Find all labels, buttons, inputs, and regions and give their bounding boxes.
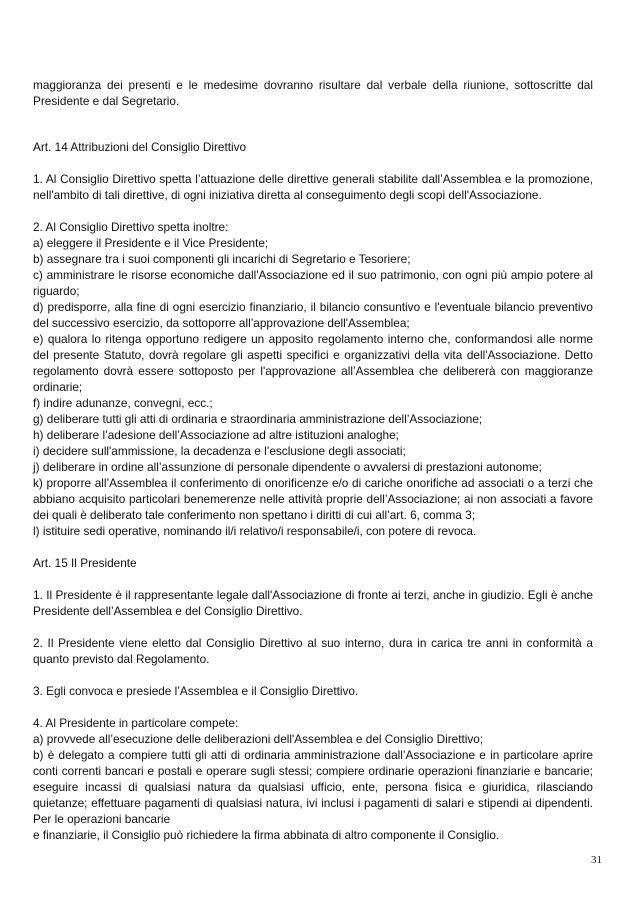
article-15-paragraph-2: 2. Il Presidente viene eletto dal Consiglio Direttivo al suo interno, dura in carica tre anni in conformità a quanto previsto dal Regolamento. bbox=[33, 636, 593, 666]
list-item: e) qualora lo ritenga opportuno redigere un apposito regolamento interno che, conformandosi alle norme del presente Statuto, dovrà regolare gli aspetti specifici e organizzativi della vita dell'Associazione. Detto regolamento dovrà essere sottoposto per l'approvazione all’Assemblea che delibererà con maggioranze ordinarie; bbox=[33, 332, 593, 394]
article-15-title: Art. 15 Il Presidente bbox=[33, 556, 137, 570]
list-item: e finanziarie, il Consiglio può richiedere la firma abbinata di altro componente il Consiglio. bbox=[33, 828, 500, 842]
list-item: i) decidere sull'ammissione, la decadenza e l’esclusione degli associati; bbox=[33, 444, 406, 458]
article-15-paragraph-1: 1. Il Presidente è il rappresentante legale dall'Associazione di fronte ai terzi, anche in giudizio. Egli è anche Presidente dell’Assemblea e del Consiglio Direttivo. bbox=[33, 588, 593, 618]
list-item: a) eleggere il Presidente e il Vice Presidente; bbox=[33, 236, 269, 250]
list-item: a) provvede all’esecuzione delle deliberazioni dell'Assemblea e del Consiglio Direttivo; bbox=[33, 732, 484, 746]
list-item: l) istituire sedi operative, nominando il/i relativo/i responsabile/i, con potere di revoca. bbox=[33, 524, 477, 538]
article-15-paragraph-4-intro: 4. Al Presidente in particolare compete: bbox=[33, 716, 239, 730]
article-14-paragraph-2-intro: 2. Al Consiglio Direttivo spetta inoltre: bbox=[33, 220, 229, 234]
spacer bbox=[33, 109, 593, 139]
spacer bbox=[33, 539, 593, 555]
spacer bbox=[33, 667, 593, 683]
list-item: h) deliberare l’adesione dell’Associazione ad altre istituzioni analoghe; bbox=[33, 428, 399, 442]
article-15-paragraph-3: 3. Egli convoca e presiede l’Assemblea e il Consiglio Direttivo. bbox=[33, 684, 359, 698]
article-14-list bbox=[33, 235, 593, 539]
article-14-title: Art. 14 Attribuzioni del Consiglio Direttivo bbox=[33, 140, 247, 154]
list-item: g) deliberare tutti gli atti di ordinaria e straordinaria amministrazione dell’Associazione; bbox=[33, 412, 483, 426]
list-item: k) proporre all’Assemblea il conferimento di onorificenze e/o di cariche onorifiche ad associati o a terzi che abbiano acquisito particolari benemerenze nelle attività proprie dell’Associazione; ai non associati a favore dei quali è deliberato tale conferimento non spettano i diritti di cui all’art. 6, comma 3; bbox=[33, 476, 593, 522]
list-item: c) amministrare le risorse economiche dall'Associazione ed il suo patrimonio, con ogni più ampio potere al riguardo; bbox=[33, 268, 593, 298]
list-item: j) deliberare in ordine all’assunzione di personale dipendente o avvalersi di prestazioni autonome; bbox=[33, 460, 542, 474]
spacer bbox=[33, 571, 593, 587]
list-item: b) è delegato a compiere tutti gli atti di ordinaria amministrazione dall’Associazione e in particolare aprire conti correnti bancari e postali e operare sugli stessi; compiere ordinarie operazioni finanziarie e bancarie; eseguire incassi di qualsiasi natura da qualsiasi ufficio, ente, persona fisica e giuridica, rilasciando quietanze; effettuare pagamenti di qualsiasi natura, ivi inclusi i pagamenti di salari e stipendi ai dipendenti. Per le operazioni bancarie bbox=[33, 748, 593, 826]
spacer bbox=[33, 699, 593, 715]
spacer bbox=[33, 619, 593, 635]
list-item: d) predisporre, alla fine di ogni esercizio finanziario, il bilancio consuntivo e l'eventuale bilancio preventivo del successivo esercizio, da sottoporre all’approvazione dell'Assemblea; bbox=[33, 300, 593, 330]
spacer bbox=[33, 203, 593, 219]
document-page bbox=[33, 77, 593, 843]
page-number: 31 bbox=[591, 854, 602, 866]
article-14-paragraph-1: 1. Al Consiglio Direttivo spetta l’attuazione delle direttive generali stabilite dall’Assemblea e la promozione, nell'ambito di tali direttive, di ogni iniziativa diretta al conseguimento degli scopi dell'Associazione. bbox=[33, 172, 593, 202]
list-item: b) assegnare tra i suoi componenti gli incarichi di Segretario e Tesoriere; bbox=[33, 252, 411, 266]
spacer bbox=[33, 155, 593, 171]
list-item: f) indire adunanze, convegni, ecc.; bbox=[33, 396, 213, 410]
intro-paragraph: maggioranza dei presenti e le medesime dovranno risultare dal verbale della riunione, sottoscritte dal Presidente e dal Segretario. bbox=[33, 78, 593, 108]
